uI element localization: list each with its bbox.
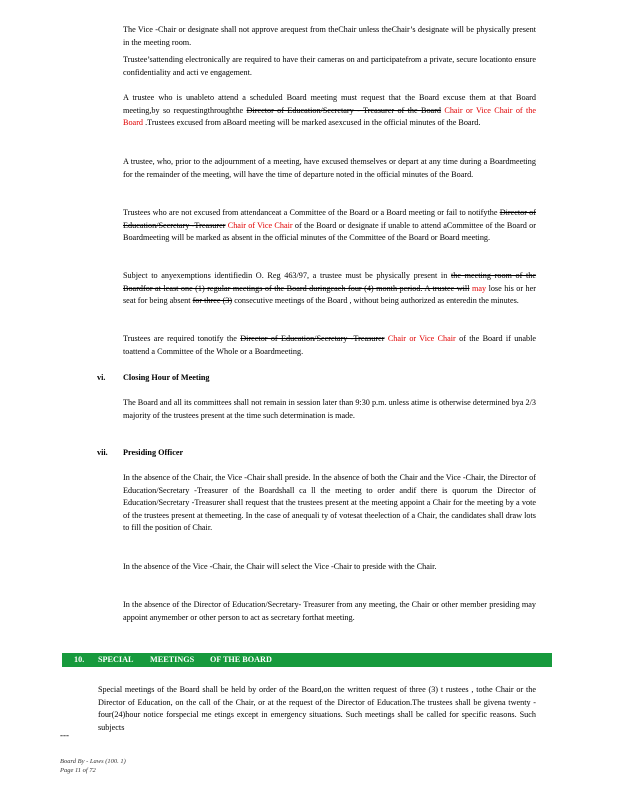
- deleted-text: for three (3): [192, 296, 233, 306]
- paragraph-closing-hour: The Board and all its committees shall not remain in session later than 9:30 p.m. unless atime is otherwise determined bya 2/3 majority of the trustees present at the time such determination is made.: [123, 398, 536, 420]
- paragraph-excused-absence: [123, 92, 536, 130]
- paragraph-departure: A trustee, who, prior to the adjournment of a meeting, have excused themselves or depart at any time during a Boardmeeting for the remainder of the meeting, will have the time of departure noted in the official minutes of the Board.: [123, 157, 536, 179]
- paragraph-special-meetings: Special meetings of the Board shall be held by order of the Board,on the written request of three (3) t rustees , tothe Chair or the Director of Education, on the call of the Chair, or at the request of the Director of Education.The trustees shall be givena twenty - four(24)hour notice forspecial me etings except in emergency situations. Such meetings shall be called for specific reasons. Such subjects: [98, 685, 536, 732]
- text-run: Subject to anyexemptions identifiedin O. Reg 463/97, a trustee must be physically present in: [123, 271, 448, 280]
- separator-dash: ---: [60, 730, 69, 740]
- paragraph-exemptions: [123, 270, 536, 308]
- section-10-title-word: OF THE BOARD: [210, 655, 272, 664]
- paragraph-chair-designate: The Vice -Chair or designate shall not approve arequest from theChair unless theChair’s designate will be physically present in the meeting room.: [123, 25, 536, 47]
- paragraph-vice-chair-absence: In the absence of the Vice -Chair, the Chair will select the Vice -Chair to preside with the Chair.: [123, 562, 437, 571]
- text-run: .Trustees excused from aBoard meeting will be marked asexcused in the official minutes of the Board.: [145, 118, 481, 128]
- footer-title: Board By - Laws (100. 1): [60, 758, 126, 765]
- inserted-text: Chair or Vice Chair: [387, 334, 456, 343]
- section-vi-title: Closing Hour of Meeting: [123, 373, 210, 382]
- inserted-text: may: [471, 283, 487, 293]
- section-10-number: 10.: [74, 655, 85, 664]
- text-run: consecutive meetings of the Board , without being authorized as enteredin the minutes.: [234, 296, 519, 306]
- deleted-text: Director of Education/Secretary -Treasurer: [240, 334, 385, 343]
- deleted-text: Director of Education/Secretary -Treasurer: [123, 208, 537, 230]
- paragraph-electronic-attendance: Trustee’sattending electronically are required to have their cameras on and participatefrom a private, secure locationto ensure confidentiality and acti ve engagement.: [123, 55, 536, 77]
- text-run: of the Board if unable toattend a Committee of the Whole or a Boardmeeting.: [123, 334, 537, 356]
- section-10-heading-bar: [62, 653, 552, 667]
- footer-page-number: Page 11 of 72: [60, 767, 96, 774]
- paragraph-notify: [123, 333, 536, 358]
- inserted-text: Chair of Vice Chair: [227, 220, 293, 230]
- text-run: A trustee who is unableto attend a scheduled Board meeting must request that the Board excuse them at that Board meeting,by so requestingthroughthe: [123, 93, 536, 115]
- section-10-title-word: SPECIAL: [98, 655, 134, 664]
- text-run: of the Board or designate if unable to attend aCommittee of the Board or Boardmeeting will be marked as absent in the official minutes of the Committee of the Board or Board meeting.: [123, 220, 536, 243]
- text-run: lose his or her seat for being absent: [123, 283, 537, 306]
- text-run: Trustees who are not excused from attendanceat a Committee of the Board or a Board meeting or fail to notifythe: [123, 208, 498, 217]
- paragraph-director-absence: In the absence of the Director of Education/Secretary- Treasurer from any meeting, the Chair or other member presiding may appoint anymember or other person to act as secretary forthat meeting.: [123, 600, 536, 622]
- deleted-text: Director of Education/Secretary - Treasurer of the Board: [246, 105, 442, 115]
- section-vii-number: vii.: [97, 448, 108, 457]
- deleted-text: the meeting room of the Boardfor at least one (1) regular meetings of the Board duringeach four (4) month period. A trustee will: [123, 271, 537, 293]
- section-vii-title: Presiding Officer: [123, 448, 184, 457]
- text-run: Trustees are required tonotify the: [123, 334, 237, 343]
- section-10-title-word: MEETINGS: [150, 655, 195, 664]
- paragraph-presiding-officer: In the absence of the Chair, the Vice -Chair shall preside. In the absence of both the Chair and the Vice -Chair, the Director of Education/Secretary -Treasurer of the Boardshall ca ll the meeting to order andif there is quorum the Director of Education/Secretary -Treasurer shall request that the trustees present at the meeting appoint a Chair for the meeting by a vote of the trustees present at themeeting. In the case of anequali ty of votesat theelection of a Chair, the candidates shall draw lots to fill the position of Chair.: [123, 473, 536, 533]
- paragraph-not-excused: [123, 207, 536, 245]
- section-vi-number: vi.: [97, 373, 106, 382]
- inserted-text: Chair or Vice Chair of the Board: [123, 105, 536, 128]
